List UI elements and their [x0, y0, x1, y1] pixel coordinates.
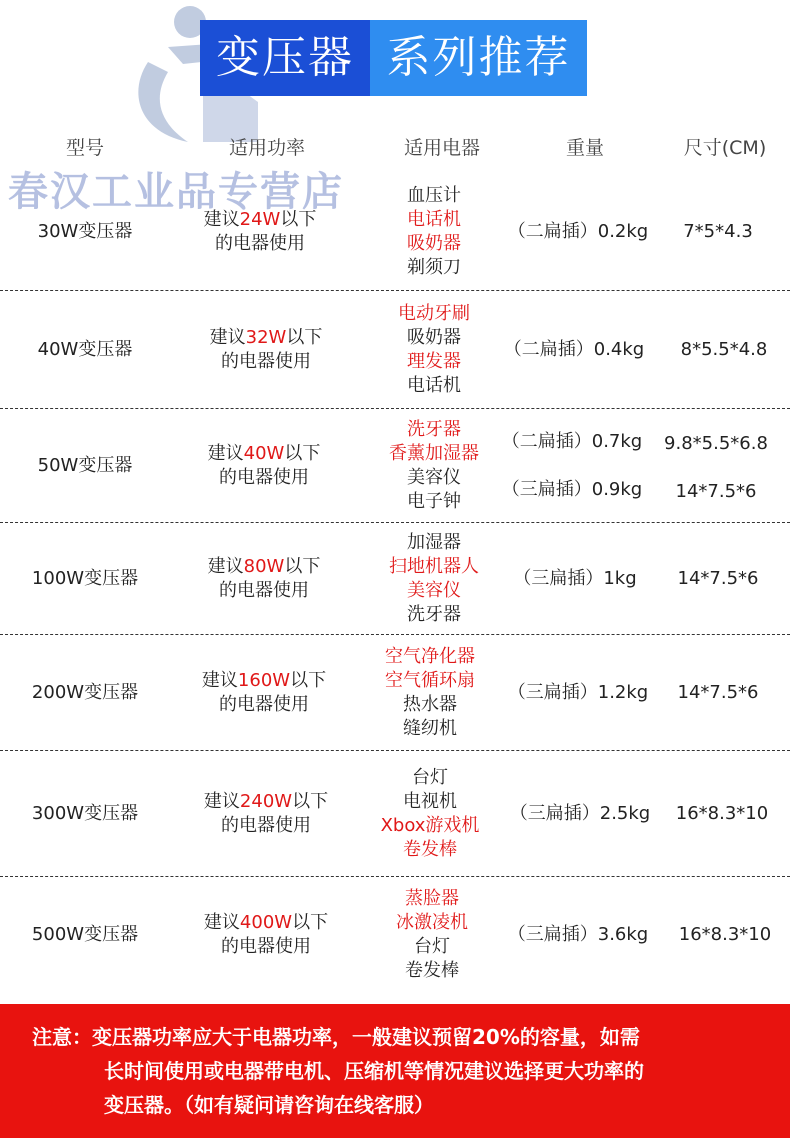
title-banner: [200, 20, 587, 96]
power-recommendation: 建议160W以下 的电器使用: [201, 670, 327, 715]
power-recommendation: 建议240W以下 的电器使用: [203, 791, 329, 836]
power-recommendation: 建议32W以下 的电器使用: [209, 327, 323, 372]
model-name: 40W变压器: [37, 339, 133, 360]
power-recommendation: 建议24W以下 的电器使用: [203, 209, 317, 254]
table-row: [0, 174, 790, 291]
size-value: 14*7.5*6: [675, 481, 757, 502]
header-appliances: 适用电器: [403, 137, 481, 159]
table-row: [0, 752, 790, 877]
weight-value: （三扁插）1kg: [513, 568, 637, 589]
size-value: 9.8*5.5*6.8: [664, 433, 768, 454]
appliance-list: 空气净化器 空气循环扇 热水器 缝纫机: [385, 646, 475, 739]
weight-value: （二扁插）0.2kg: [507, 221, 649, 242]
appliance-list: 台灯 电视机 Xbox游戏机 卷发棒: [380, 767, 480, 860]
watermark-store-name: 春汉工业品专营店: [8, 168, 344, 215]
table-row: [0, 878, 790, 992]
appliance-list: 血压计 电话机 吸奶器 剃须刀: [407, 185, 461, 278]
model-name: 100W变压器: [31, 568, 139, 589]
weight-value: （二扁插）0.7kg: [501, 431, 643, 452]
appliance-list: 蒸脸器 冰激凌机 台灯 卷发棒: [396, 888, 468, 981]
model-name: 200W变压器: [31, 682, 139, 703]
size-value: 14*7.5*6: [677, 568, 759, 589]
appliance-list: 加湿器 扫地机器人 美容仪 洗牙器: [389, 532, 479, 625]
size-value: 16*8.3*10: [675, 803, 769, 824]
size-value: 8*5.5*4.8: [680, 339, 768, 360]
banner-title-left: 变压器: [200, 20, 370, 96]
notice-text: 注意：变压器功率应大于电器功率，一般建议预留20%的容量，如需 长时间使用或电器带电机、压缩机等情况建议选择更大功率的 变压器。（如有疑问请咨询在线客服）: [32, 1025, 644, 1117]
banner-title-right: 系列推荐: [370, 20, 587, 96]
power-recommendation: 建议40W以下 的电器使用: [207, 443, 321, 488]
weight-value: （三扁插）2.5kg: [509, 803, 651, 824]
header-model: 型号: [65, 137, 105, 159]
weight-value: （三扁插）0.9kg: [501, 479, 643, 500]
power-recommendation: 建议80W以下 的电器使用: [207, 556, 321, 601]
header-power: 适用功率: [228, 137, 306, 159]
weight-value: （二扁插）0.4kg: [503, 339, 645, 360]
size-value: 16*8.3*10: [678, 924, 772, 945]
model-name: 500W变压器: [31, 924, 139, 945]
model-name: 50W变压器: [37, 455, 133, 476]
notice-label: 注意：: [32, 1025, 92, 1049]
table-row: [0, 636, 790, 751]
size-value: 14*7.5*6: [677, 682, 759, 703]
table-row: [0, 292, 790, 409]
table-row: [0, 524, 790, 635]
column-header-row: [0, 128, 790, 168]
weight-value: （三扁插）3.6kg: [507, 924, 649, 945]
appliance-list: 洗牙器 香薰加湿器 美容仪 电子钟: [389, 419, 479, 512]
header-size: 尺寸(CM): [683, 137, 767, 159]
weight-value: （三扁插）1.2kg: [507, 682, 649, 703]
model-name: 300W变压器: [31, 803, 139, 824]
size-value: 7*5*4.3: [683, 221, 753, 242]
notice-box: [0, 1004, 790, 1138]
table-row: [0, 410, 790, 523]
header-weight: 重量: [565, 137, 605, 159]
model-name: 30W变压器: [37, 221, 133, 242]
power-recommendation: 建议400W以下 的电器使用: [203, 912, 329, 957]
appliance-list: 电动牙刷 吸奶器 理发器 电话机: [398, 303, 470, 396]
